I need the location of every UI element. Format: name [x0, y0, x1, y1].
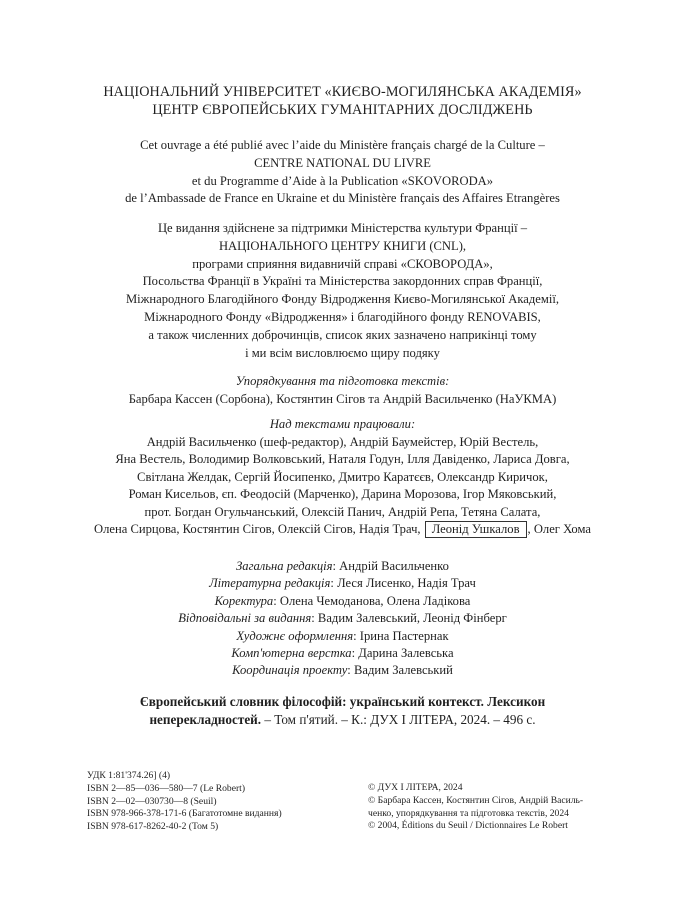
role-name: Андрій Васильченко: [339, 559, 449, 573]
preparation-credits: [0, 373, 685, 408]
notice-line: de l’Ambassade de France en Ukraine et du Ministère français des Affaires Etrangères: [125, 191, 560, 206]
notice-line: Це видання здійснене за підтримки Міністерства культури Франції –: [157, 221, 528, 235]
notice-line: Cet ouvrage a été publié avec l’aide du Ministère français chargé de la Culture –: [140, 138, 545, 152]
french-support-notice: [0, 137, 685, 208]
title-bold-part: неперекладностей.: [149, 711, 262, 727]
contributors-line: Роман Кисельов, єп. Феодосій (Марченко), Дарина Морозова, Ігор Мяковський,: [128, 487, 557, 501]
role-line: Художнє оформлення: Ірина Пастернак: [236, 628, 449, 643]
udc-isbn-block: [87, 770, 282, 834]
notice-line: Посольства Франції в Україні та Міністерства закордонних справ Франції,: [142, 274, 543, 289]
copyright-line: © 2004, Éditions du Seuil / Dictionnaires Le Robert: [368, 820, 568, 832]
editorial-roles: [0, 558, 685, 680]
role-title: Літературна редакція: [209, 576, 331, 591]
role-line: Комп'ютерна верстка: Дарина Залевська: [231, 646, 454, 661]
preparation-value: Барбара Кассен (Сорбона), Костянтин Сігов та Андрій Васильченко (НаУКМА): [128, 391, 557, 406]
copyright-block: [368, 782, 583, 833]
role-name: Олена Чемоданова, Олена Ладікова: [279, 593, 471, 608]
role-title: Загальна редакція: [236, 559, 333, 573]
role-name: Вадим Залевський: [353, 663, 453, 678]
notice-line: et du Programme d’Aide à la Publication «SKOVORODA»: [191, 173, 494, 188]
contributors-credits: [0, 416, 685, 539]
notice-line: НАЦІОНАЛЬНОГО ЦЕНТРУ КНИГИ (CNL),: [218, 238, 467, 253]
role-line: Координація проекту: Вадим Залевський: [232, 663, 453, 678]
header-line: ЦЕНТР ЄВРОПЕЙСЬКИХ ГУМАНІТАРНИХ ДОСЛІДЖЕНЬ: [152, 101, 533, 118]
contributors-last-after: , Олег Хома: [527, 522, 591, 536]
contributors-last-before: Олена Сирцова, Костянтин Сігов, Олексій Сігов, Надія Трач,: [94, 522, 421, 536]
preparation-label: Упорядкування та підготовка текстів:: [235, 374, 450, 388]
contributors-last-line: [0, 521, 685, 539]
isbn-line: ISBN 978-966-378-171-6 (Багатотомне видання): [87, 808, 282, 820]
highlighted-name-box[interactable]: Леонід Ушкалов: [425, 521, 527, 538]
header-line: НАЦІОНАЛЬНИЙ УНІВЕРСИТЕТ «КИЄВО-МОГИЛЯНСЬКА АКАДЕМІЯ»: [103, 84, 582, 100]
notice-line: програми сприяння видавничій справі «СКОВОРОДА»,: [192, 256, 493, 271]
role-name: Дарина Залевська: [358, 646, 454, 661]
copyright-line: © ДУХ І ЛІТЕРА, 2024: [368, 782, 463, 793]
role-line: Коректура: Олена Чемоданова, Олена Ладікова: [214, 593, 471, 608]
title-line-bold: Європейський словник філософій: український контекст. Лексикон: [139, 694, 546, 709]
role-line: Загальна редакція: Андрій Васильченко: [236, 559, 449, 573]
notice-line: і ми всім висловлюємо щиру подяку: [245, 345, 440, 360]
role-name: Леся Лисенко, Надія Трач: [337, 576, 476, 591]
notice-line: а також численних доброчинців, список яких зазначено наприкінці тому: [148, 327, 537, 342]
contributors-line: Яна Вестель, Володимир Волковський, Наталя Годун, Ілля Давіденко, Лариса Довга,: [115, 452, 570, 466]
contributors-line: прот. Богдан Огульчанський, Олексій Панич, Андрій Репа, Тетяна Салата,: [144, 504, 541, 519]
role-title: Відповідальні за видання: [178, 611, 312, 626]
notice-line: Міжнародного Фонду «Відродження» і благодійного фонду RENOVABIS,: [144, 309, 541, 324]
notice-line: CENTRE NATIONAL DU LIVRE: [254, 155, 431, 170]
contributors-line: Світлана Желдак, Сергій Йосипенко, Дмитро Каратєєв, Олександр Киричок,: [137, 469, 548, 484]
institution-header: [0, 84, 685, 119]
udc-line: УДК 1:81'374.26] (4): [87, 770, 171, 781]
copyright-line: © Барбара Кассен, Костянтин Сігов, Андрій Василь-: [368, 794, 584, 806]
role-title: Коректура: [214, 593, 274, 608]
bibliographic-title: [0, 693, 685, 729]
role-name: Вадим Залевський, Леонід Фінберг: [317, 611, 507, 626]
notice-line: Міжнародного Благодійного Фонду Відродження Києво-Могилянської Академії,: [125, 292, 559, 307]
role-line: Літературна редакція: Леся Лисенко, Надія Трач: [209, 576, 476, 591]
isbn-line: ISBN 2—85—036—580—7 (Le Robert): [87, 782, 246, 794]
contributors-line: Андрій Васильченко (шеф-редактор), Андрій Баумейстер, Юрій Вестель,: [146, 434, 539, 449]
contributors-label: Над текстами працювали:: [269, 417, 416, 431]
role-title: Координація проекту: [232, 663, 348, 678]
title-rest: – Том п'ятий. – К.: ДУХ І ЛІТЕРА, 2024. – 496 с.: [261, 711, 536, 727]
isbn-line: ISBN 978-617-8262-40-2 (Том 5): [87, 821, 219, 833]
ukrainian-support-notice: [0, 220, 685, 362]
copyright-line: ченко, упорядкування та підготовка текстів, 2024: [368, 807, 569, 819]
role-name: Ірина Пастернак: [359, 628, 449, 643]
role-title: Комп'ютерна верстка: [231, 646, 352, 661]
role-title: Художнє оформлення: [236, 628, 354, 643]
title-line: [0, 711, 685, 729]
role-line: Відповідальні за видання: Вадим Залевський, Леонід Фінберг: [178, 611, 507, 626]
isbn-line: ISBN 2—02—030730—8 (Seuil): [87, 795, 217, 807]
